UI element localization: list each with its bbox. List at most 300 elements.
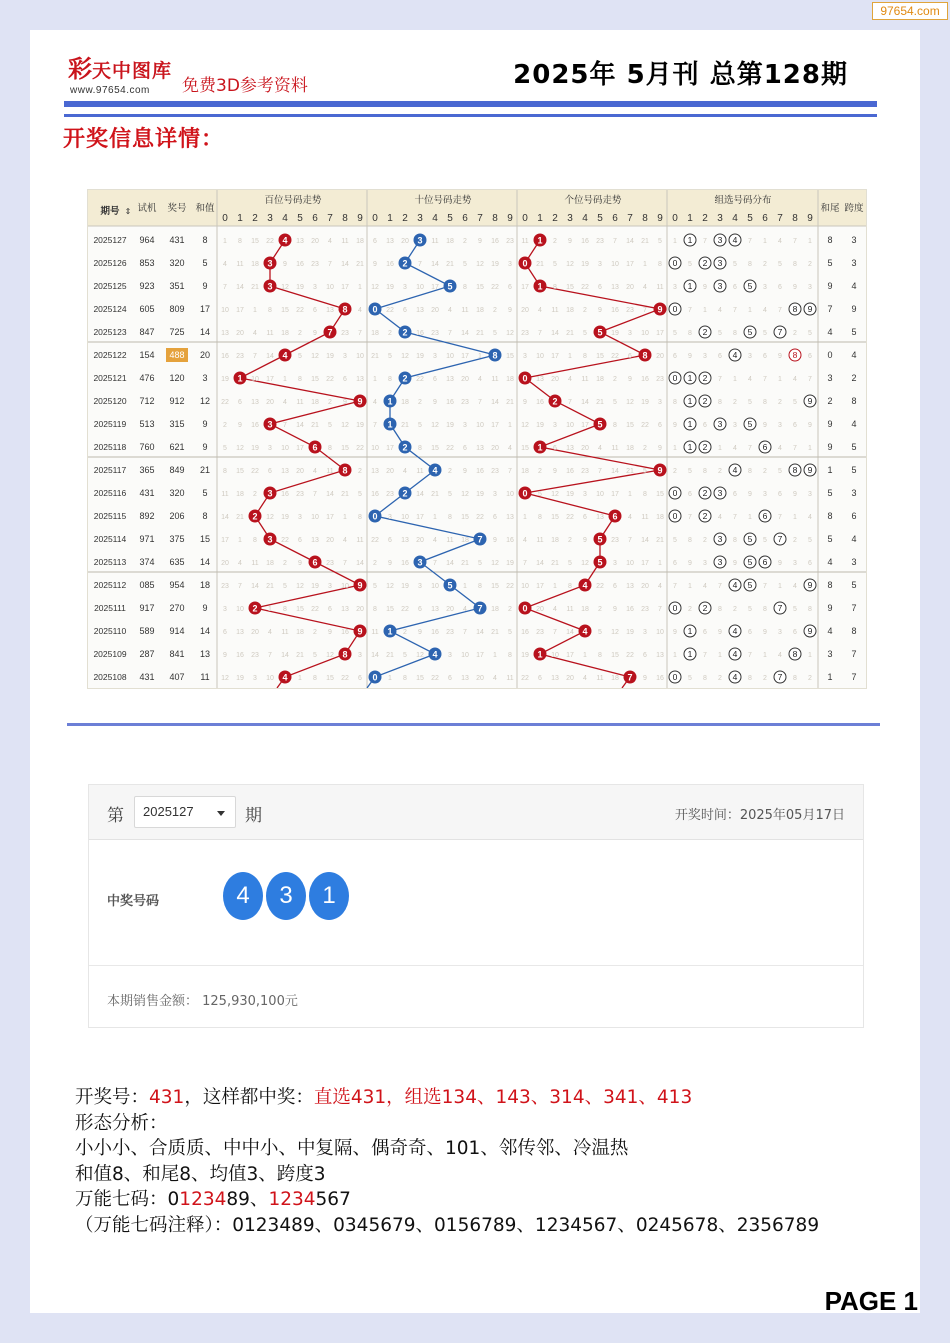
digit-ball-label: 5 <box>447 580 453 591</box>
omission-value: 19 <box>491 261 499 268</box>
omission-value: 9 <box>493 537 497 544</box>
omission-value: 2 <box>763 675 767 682</box>
digit-ball-label: 2 <box>252 603 258 614</box>
omission-value: 8 <box>718 399 722 406</box>
tagline: 免费3D参考资料 <box>182 76 308 96</box>
omission-value: 16 <box>656 675 664 682</box>
cell-prize: 270 <box>169 603 185 613</box>
digit-ball-label: 4 <box>282 235 288 246</box>
omission-value: 3 <box>358 652 362 659</box>
omission-value: 13 <box>476 445 484 452</box>
omission-value: 4 <box>508 445 512 452</box>
omission-value: 4 <box>493 675 497 682</box>
omission-value: 21 <box>461 560 469 567</box>
issue-select[interactable] <box>134 796 236 828</box>
omission-value: 17 <box>656 330 664 337</box>
omission-value: 2 <box>673 468 677 475</box>
omission-value: 14 <box>326 491 334 498</box>
omission-value: 11 <box>461 307 469 314</box>
omission-value: 10 <box>626 560 634 567</box>
group-digit: 3 <box>717 419 723 430</box>
pattern-heading: 形态分析： <box>75 1112 168 1134</box>
omission-value: 1 <box>688 583 692 590</box>
cell-sum: 8 <box>202 235 208 245</box>
cell-tail: 5 <box>827 488 833 498</box>
omission-value: 11 <box>566 606 574 613</box>
cell-sum: 3 <box>202 373 208 383</box>
omission-value: 8 <box>373 606 377 613</box>
omission-value: 3 <box>673 284 677 291</box>
omission-value: 3 <box>583 491 587 498</box>
omission-value: 4 <box>328 238 332 245</box>
cell-tail: 1 <box>827 465 833 475</box>
omission-value: 11 <box>356 537 364 544</box>
digit-header: 3 <box>717 213 723 224</box>
omission-value: 14 <box>476 629 484 636</box>
omission-value: 4 <box>808 514 812 521</box>
cell-tail: 7 <box>827 304 833 314</box>
omission-value: 20 <box>521 307 529 314</box>
omission-value: 17 <box>431 284 439 291</box>
cell-test: 605 <box>139 304 155 314</box>
omission-value: 5 <box>493 330 497 337</box>
omission-value: 8 <box>763 399 767 406</box>
omission-value: 1 <box>343 514 347 521</box>
omission-value: 18 <box>236 491 244 498</box>
omission-value: 12 <box>461 491 469 498</box>
omission-value: 11 <box>326 468 334 475</box>
omission-value: 1 <box>673 652 677 659</box>
digit-ball-label: 4 <box>282 350 288 361</box>
omission-value: 22 <box>641 422 649 429</box>
group-digit: 2 <box>702 603 708 614</box>
omission-value: 2 <box>283 560 287 567</box>
omission-value: 3 <box>508 261 512 268</box>
digit-header: 8 <box>642 213 648 224</box>
omission-value: 23 <box>341 330 349 337</box>
omission-value: 5 <box>793 606 797 613</box>
omission-value: 9 <box>343 399 347 406</box>
omission-value: 1 <box>703 307 707 314</box>
omission-value: 8 <box>688 330 692 337</box>
omission-value: 21 <box>251 284 259 291</box>
omission-value: 22 <box>356 445 364 452</box>
omission-value: 9 <box>418 629 422 636</box>
omission-value: 4 <box>253 330 257 337</box>
omission-value: 19 <box>386 284 394 291</box>
omission-value: 8 <box>748 261 752 268</box>
cell-sum: 21 <box>199 465 211 475</box>
omission-value: 12 <box>386 583 394 590</box>
omission-value: 8 <box>583 353 587 360</box>
omission-value: 20 <box>476 675 484 682</box>
cell-sum: 14 <box>199 327 211 337</box>
group-digit: 8 <box>792 649 798 660</box>
cell-issue: 2025116 <box>93 488 127 498</box>
omission-value: 13 <box>611 284 619 291</box>
omission-value: 14 <box>491 399 499 406</box>
omission-value: 18 <box>611 675 619 682</box>
omission-value: 23 <box>626 307 634 314</box>
omission-value: 6 <box>643 652 647 659</box>
omission-value: 12 <box>341 422 349 429</box>
omission-value: 15 <box>626 422 634 429</box>
omission-value: 1 <box>778 376 782 383</box>
omission-value: 23 <box>311 261 319 268</box>
omission-value: 13 <box>566 445 574 452</box>
omission-value: 4 <box>553 606 557 613</box>
cell-prize: 841 <box>169 649 185 659</box>
omission-value: 20 <box>251 629 259 636</box>
omission-value: 10 <box>476 422 484 429</box>
omission-value: 12 <box>491 560 499 567</box>
omission-value: 7 <box>628 537 632 544</box>
group-digit: 0 <box>672 511 678 522</box>
omission-value: 4 <box>628 514 632 521</box>
group-digit: 3 <box>717 557 723 568</box>
omission-value: 14 <box>221 514 229 521</box>
omission-value: 15 <box>521 445 529 452</box>
omission-value: 9 <box>763 422 767 429</box>
digit-ball-label: 0 <box>522 488 528 499</box>
cell-tail: 4 <box>827 327 833 337</box>
omission-value: 13 <box>536 376 544 383</box>
omission-value: 15 <box>491 583 499 590</box>
omission-value: 7 <box>718 376 722 383</box>
group-digit: 3 <box>717 235 723 246</box>
omission-value: 11 <box>266 330 274 337</box>
cell-sum: 18 <box>199 580 211 590</box>
omission-value: 23 <box>296 491 304 498</box>
trend-svg <box>88 190 866 688</box>
omission-value: 8 <box>268 307 272 314</box>
winning-number-text: 431 <box>149 1087 185 1108</box>
digit-ball-label: 0 <box>372 672 378 683</box>
digit-ball-label: 1 <box>537 442 543 453</box>
omission-value: 15 <box>566 284 574 291</box>
sum-line: 和值8、和尾8、均值3、跨度3 <box>75 1163 326 1185</box>
omission-value: 23 <box>521 330 529 337</box>
group-digit: 5 <box>747 281 753 292</box>
omission-value: 23 <box>656 376 664 383</box>
omission-value: 2 <box>793 537 797 544</box>
omission-value: 4 <box>238 560 242 567</box>
cell-span: 4 <box>851 534 857 544</box>
omission-value: 9 <box>238 422 242 429</box>
digit-header: 0 <box>522 213 528 224</box>
cell-sum: 15 <box>199 534 211 544</box>
omission-value: 8 <box>658 261 662 268</box>
omission-value: 23 <box>386 491 394 498</box>
group-digit: 3 <box>717 488 723 499</box>
sales-amount: 本期销售金额： 125,930,100元 <box>107 994 298 1009</box>
omission-value: 1 <box>283 376 287 383</box>
omission-value: 19 <box>536 422 544 429</box>
col-header-prize: 奖号 <box>167 203 187 214</box>
omission-value: 11 <box>341 238 349 245</box>
omission-value: 4 <box>373 399 377 406</box>
digit-ball-label: 6 <box>312 442 318 453</box>
omission-value: 8 <box>598 652 602 659</box>
omission-value: 19 <box>356 422 364 429</box>
digit-header: 0 <box>222 213 228 224</box>
omission-value: 7 <box>223 284 227 291</box>
omission-value: 1 <box>268 606 272 613</box>
omission-value: 4 <box>448 307 452 314</box>
omission-value: 15 <box>251 238 259 245</box>
omission-value: 9 <box>718 629 722 636</box>
digit-ball-label: 2 <box>402 327 408 338</box>
omission-value: 10 <box>221 307 229 314</box>
omission-value: 14 <box>341 261 349 268</box>
omission-value: 3 <box>298 514 302 521</box>
omission-value: 15 <box>296 606 304 613</box>
group-digit: 5 <box>747 580 753 591</box>
omission-value: 3 <box>808 284 812 291</box>
cell-tail: 8 <box>827 235 833 245</box>
cell-span: 5 <box>851 442 857 452</box>
digit-header: 7 <box>477 213 483 224</box>
omission-value: 10 <box>311 514 319 521</box>
omission-value: 5 <box>748 399 752 406</box>
omission-value: 1 <box>568 353 572 360</box>
seven-code-label: 万能七码： <box>75 1189 168 1210</box>
omission-value: 5 <box>673 537 677 544</box>
cell-sum: 9 <box>202 419 208 429</box>
omission-value: 10 <box>416 284 424 291</box>
digit-header: 8 <box>492 213 498 224</box>
omission-value: 23 <box>431 330 439 337</box>
digit-header: 4 <box>732 213 738 224</box>
omission-value: 21 <box>356 261 364 268</box>
omission-value: 4 <box>523 537 527 544</box>
digit-ball-label: 1 <box>537 281 543 292</box>
omission-value: 5 <box>688 675 692 682</box>
omission-value: 15 <box>326 675 334 682</box>
group-digit: 2 <box>702 396 708 407</box>
omission-value: 4 <box>733 445 737 452</box>
omission-value: 8 <box>463 284 467 291</box>
omission-value: 6 <box>508 284 512 291</box>
omission-value: 3 <box>733 422 737 429</box>
winning-number-label: 中奖号码 <box>107 894 160 909</box>
omission-value: 1 <box>673 238 677 245</box>
omission-value: 8 <box>328 445 332 452</box>
omission-value: 22 <box>521 675 529 682</box>
omission-value: 7 <box>478 399 482 406</box>
omission-value: 15 <box>311 376 319 383</box>
cell-tail: 8 <box>827 511 833 521</box>
omission-value: 9 <box>793 491 797 498</box>
omission-value: 6 <box>703 629 707 636</box>
omission-value: 3 <box>313 284 317 291</box>
omission-value: 22 <box>266 238 274 245</box>
omission-value: 9 <box>328 629 332 636</box>
omission-value: 1 <box>793 514 797 521</box>
group-digit: 0 <box>672 672 678 683</box>
omission-value: 14 <box>251 583 259 590</box>
omission-value: 4 <box>643 284 647 291</box>
omission-value: 2 <box>553 238 557 245</box>
omission-value: 1 <box>658 560 662 567</box>
omission-value: 1 <box>508 422 512 429</box>
omission-value: 19 <box>446 422 454 429</box>
omission-value: 22 <box>371 537 379 544</box>
omission-value: 18 <box>371 330 379 337</box>
group-digit: 2 <box>702 373 708 384</box>
omission-value: 13 <box>326 307 334 314</box>
omission-value: 23 <box>581 468 589 475</box>
omission-value: 13 <box>356 376 364 383</box>
omission-value: 11 <box>296 399 304 406</box>
cell-test: 513 <box>139 419 155 429</box>
cell-span: 2 <box>851 373 857 383</box>
omission-value: 7 <box>733 307 737 314</box>
logo-url: www.97654.com <box>70 85 150 96</box>
omission-value: 6 <box>808 560 812 567</box>
omission-value: 20 <box>386 468 394 475</box>
omission-value: 9 <box>373 261 377 268</box>
omission-value: 9 <box>658 445 662 452</box>
digit-ball-label: 1 <box>387 419 393 430</box>
omission-value: 2 <box>313 629 317 636</box>
logo-name: 天中图库 <box>92 60 173 82</box>
omission-value: 3 <box>328 583 332 590</box>
omission-value: 11 <box>236 261 244 268</box>
omission-value: 8 <box>688 537 692 544</box>
omission-value: 18 <box>656 514 664 521</box>
omission-value: 1 <box>733 376 737 383</box>
omission-value: 10 <box>281 445 289 452</box>
omission-value: 3 <box>763 491 767 498</box>
omission-value: 4 <box>343 537 347 544</box>
omission-value: 7 <box>643 307 647 314</box>
omission-value: 4 <box>313 468 317 475</box>
omission-value: 8 <box>673 399 677 406</box>
cell-sum: 9 <box>202 442 208 452</box>
omission-value: 14 <box>266 353 274 360</box>
digit-ball-label: 5 <box>597 534 603 545</box>
sort-icon: ⇕ <box>124 207 132 216</box>
omission-value: 6 <box>808 353 812 360</box>
omission-value: 11 <box>491 376 499 383</box>
omission-value: 6 <box>463 445 467 452</box>
digit-ball-label: 4 <box>432 465 438 476</box>
omission-value: 13 <box>401 537 409 544</box>
digit-header: 5 <box>747 213 753 224</box>
digit-ball-label: 8 <box>342 465 348 476</box>
cell-test: 365 <box>139 465 155 475</box>
omission-value: 19 <box>611 330 619 337</box>
omission-value: 2 <box>763 261 767 268</box>
omission-value: 6 <box>748 629 752 636</box>
omission-value: 8 <box>283 606 287 613</box>
omission-value: 12 <box>311 353 319 360</box>
cell-test: 431 <box>139 488 155 498</box>
group-digit: 1 <box>687 373 693 384</box>
omission-value: 8 <box>718 606 722 613</box>
omission-value: 12 <box>626 399 634 406</box>
group-digit: 9 <box>807 580 813 591</box>
cell-prize: 431 <box>169 235 185 245</box>
omission-value: 14 <box>446 560 454 567</box>
omission-value: 13 <box>596 514 604 521</box>
omission-value: 13 <box>446 376 454 383</box>
omission-value: 7 <box>238 583 242 590</box>
omission-value: 21 <box>341 491 349 498</box>
omission-value: 16 <box>446 399 454 406</box>
omission-value: 1 <box>748 514 752 521</box>
omission-value: 9 <box>223 652 227 659</box>
omission-value: 6 <box>628 353 632 360</box>
omission-value: 12 <box>281 284 289 291</box>
cell-tail: 1 <box>827 672 833 682</box>
omission-value: 2 <box>718 675 722 682</box>
omission-value: 19 <box>296 284 304 291</box>
omission-value: 5 <box>598 629 602 636</box>
omission-value: 16 <box>521 629 529 636</box>
digit-header: 7 <box>777 213 783 224</box>
omission-value: 6 <box>673 353 677 360</box>
omission-value: 9 <box>583 537 587 544</box>
cell-test: 154 <box>139 350 155 360</box>
omission-value: 2 <box>808 261 812 268</box>
analysis-label: 开奖号： <box>75 1087 150 1108</box>
omission-value: 22 <box>506 583 514 590</box>
omission-value: 14 <box>416 491 424 498</box>
cell-sum: 9 <box>202 281 208 291</box>
omission-value: 15 <box>236 468 244 475</box>
cell-span: 3 <box>851 557 857 567</box>
cell-span: 6 <box>851 511 857 521</box>
omission-value: 4 <box>718 307 722 314</box>
omission-value: 13 <box>236 629 244 636</box>
omission-value: 15 <box>476 284 484 291</box>
omission-value: 4 <box>778 652 782 659</box>
digit-ball-label: 0 <box>372 304 378 315</box>
omission-value: 7 <box>313 491 317 498</box>
omission-value: 4 <box>793 376 797 383</box>
omission-value: 19 <box>506 560 514 567</box>
issue-prefix: 第 <box>107 806 124 826</box>
cell-issue: 2025113 <box>93 557 127 567</box>
omission-value: 18 <box>566 307 574 314</box>
digit-header: 7 <box>327 213 333 224</box>
omission-value: 4 <box>268 629 272 636</box>
omission-value: 2 <box>583 307 587 314</box>
omission-value: 3 <box>703 353 707 360</box>
digit-ball-label: 2 <box>402 258 408 269</box>
omission-value: 17 <box>341 284 349 291</box>
omission-value: 2 <box>538 468 542 475</box>
group-digit: 9 <box>807 304 813 315</box>
omission-value: 6 <box>703 422 707 429</box>
digit-ball-label: 5 <box>597 419 603 430</box>
omission-value: 15 <box>656 491 664 498</box>
omission-value: 14 <box>236 284 244 291</box>
omission-value: 15 <box>596 353 604 360</box>
cell-prize: 914 <box>169 626 185 636</box>
omission-value: 14 <box>356 560 364 567</box>
omission-value: 1 <box>433 514 437 521</box>
omission-value: 12 <box>296 583 304 590</box>
seven-code-part-red: 1234 <box>179 1189 227 1210</box>
omission-value: 3 <box>643 629 647 636</box>
omission-value: 3 <box>463 422 467 429</box>
group-digit: 9 <box>807 626 813 637</box>
omission-value: 5 <box>808 330 812 337</box>
omission-value: 4 <box>793 583 797 590</box>
